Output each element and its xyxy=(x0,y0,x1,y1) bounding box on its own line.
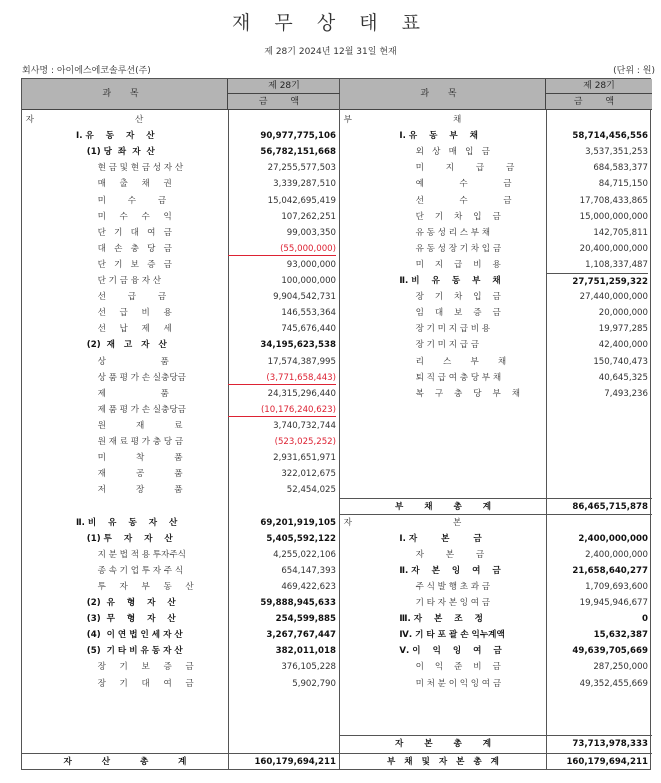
account-name: 종 속 기 업 투 자 주 식 xyxy=(97,565,184,576)
account-name: 유 동 성 리 스 부 채 xyxy=(415,227,491,238)
account-amount: 684,583,377 xyxy=(593,163,648,174)
account-amount: 2,400,000,000 xyxy=(585,549,648,560)
account-name: Ⅱ. 비 유 동 부 채 xyxy=(399,276,501,286)
account-name: 재 공 품 xyxy=(97,469,183,480)
liability-row xyxy=(340,531,652,547)
account-name: 단 기 차 입 금 xyxy=(415,211,501,222)
account-amount: 146,553,364 xyxy=(281,308,336,319)
account-name: Ⅳ. 기 타 포 괄 손 익누계액 xyxy=(399,630,505,641)
account-amount: 3,339,287,510 xyxy=(273,179,336,190)
account-amount: (55,000,000) xyxy=(228,241,336,256)
asset-row xyxy=(22,128,339,144)
account-amount: 49,639,705,669 xyxy=(572,646,648,657)
account-amount: 142,705,811 xyxy=(593,227,648,238)
liability-row xyxy=(340,547,652,563)
liability-row xyxy=(340,305,652,321)
liability-row xyxy=(340,354,652,370)
balance-sheet-table xyxy=(21,78,651,770)
account-name: (1) 당 좌 자 산 xyxy=(86,147,155,158)
account-amount: 745,676,440 xyxy=(281,324,336,335)
account-amount: 90,977,775,106 xyxy=(260,131,336,142)
liability-row xyxy=(340,321,652,337)
account-amount: 69,201,919,105 xyxy=(260,517,336,528)
account-amount: 52,454,025 xyxy=(286,485,336,496)
account-name: 장 기 보 증 금 xyxy=(97,662,194,673)
company-name: 회사명 : 아이에스에코솔루션(주) xyxy=(22,66,151,76)
asset-row xyxy=(22,193,339,209)
asset-row xyxy=(22,354,339,370)
asset-total-label: 자 산 총 계 xyxy=(63,757,187,767)
account-name: 저 장 품 xyxy=(97,485,183,496)
account-amount: 42,400,000 xyxy=(598,340,648,351)
asset-row xyxy=(22,482,339,498)
account-amount: 15,042,695,419 xyxy=(267,195,336,206)
account-amount: 1,709,693,600 xyxy=(585,581,648,592)
account-name: (3) 무 형 자 산 xyxy=(86,614,176,625)
liability-row xyxy=(340,386,652,402)
account-name: 자 산 xyxy=(25,115,144,125)
account-amount: (523,025,252) xyxy=(274,437,336,447)
period-header-right: 제 28기 xyxy=(546,79,652,94)
account-amount: 20,400,000,000 xyxy=(579,243,648,254)
liability-row xyxy=(340,498,652,515)
account-name: 외 상 매 입 금 xyxy=(415,147,490,158)
account-name: 부 채 총 계 xyxy=(394,502,492,513)
account-amount: 3,267,767,447 xyxy=(266,630,336,641)
currency-unit: (단위 : 원) xyxy=(613,66,655,76)
asset-row xyxy=(22,418,339,434)
asset-row xyxy=(22,209,339,225)
account-name: 미 처 분 이 익 잉 여 금 xyxy=(415,678,502,689)
asset-row xyxy=(22,547,339,563)
account-name: 선 급 비 용 xyxy=(97,308,172,319)
account-name: 현 금 및 현 금 성 자 산 xyxy=(97,163,184,174)
asset-row xyxy=(22,370,339,386)
account-amount: 2,400,000,000 xyxy=(578,533,648,544)
account-amount: 107,262,251 xyxy=(281,211,336,222)
asset-row xyxy=(22,498,339,514)
account-amount: 15,000,000,000 xyxy=(579,211,648,222)
account-name: 기 타 자 본 잉 여 금 xyxy=(415,598,491,608)
liability-row xyxy=(340,627,652,643)
amount-header-right: 금 액 xyxy=(573,97,625,107)
account-amount: 150,740,473 xyxy=(593,356,648,367)
asset-row xyxy=(22,402,339,418)
account-name: (5) 기 타 비 유 동 자 산 xyxy=(86,646,183,657)
account-name: (4) 이 연 법 인 세 자 산 xyxy=(86,630,183,641)
liability-row xyxy=(340,482,652,498)
liability-row xyxy=(340,112,652,128)
account-name: 선 수 금 xyxy=(415,195,512,206)
equity-total-value: 73,713,978,333 xyxy=(572,739,648,749)
liabilities-equity-section xyxy=(340,79,652,769)
liability-row xyxy=(340,676,652,692)
statement-title: 재 무 상 태 표 xyxy=(232,12,429,34)
asset-row xyxy=(22,257,339,273)
account-name: 부 채 xyxy=(343,115,462,125)
account-name: 미 수 금 xyxy=(97,195,167,206)
liability-row xyxy=(340,289,652,305)
asset-row xyxy=(22,611,339,627)
account-header: 과 목 xyxy=(22,79,228,110)
liability-row xyxy=(340,563,652,579)
account-amount: 3,740,732,744 xyxy=(273,420,336,431)
account-name: Ⅴ. 이 익 잉 여 금 xyxy=(399,646,502,657)
liability-row xyxy=(340,241,652,257)
equity-total-label: 자 본 총 계 xyxy=(394,739,492,749)
account-name: 퇴 직 급 여 충 당 부 채 xyxy=(415,372,502,383)
account-amount: 84,715,150 xyxy=(598,179,648,190)
liab-equity-total-label: 부 채 및 자 본 총 계 xyxy=(387,757,499,767)
liability-row xyxy=(340,418,652,434)
liability-row xyxy=(340,225,652,241)
liability-row xyxy=(340,193,652,209)
asset-row xyxy=(22,289,339,305)
statement-period: 제 28기 2024년 12월 31일 현재 xyxy=(264,47,397,57)
account-amount: 49,352,455,669 xyxy=(579,678,648,689)
asset-row xyxy=(22,337,339,353)
account-amount: 254,599,885 xyxy=(275,614,336,625)
asset-total-value: 160,179,694,211 xyxy=(254,757,336,767)
liab-equity-total-row xyxy=(340,754,652,771)
account-amount: 9,904,542,731 xyxy=(273,292,336,303)
asset-row xyxy=(22,273,339,289)
asset-row xyxy=(22,225,339,241)
account-name: 단 기 금 융 자 산 xyxy=(97,276,162,286)
liability-row xyxy=(340,595,652,611)
asset-row xyxy=(22,112,339,128)
account-name: 원 재 료 xyxy=(97,420,183,431)
liab-equity-total-value: 160,179,694,211 xyxy=(566,757,648,767)
account-amount: (10,176,240,623) xyxy=(228,402,336,417)
account-name: 장 기 차 입 금 xyxy=(415,292,501,303)
equity-total-row xyxy=(340,736,652,753)
amount-header: 금 액 xyxy=(258,97,310,107)
liability-row xyxy=(340,402,652,418)
liability-row xyxy=(340,257,652,273)
account-name: 제 품 xyxy=(97,388,169,399)
liability-row xyxy=(340,128,652,144)
account-name: 상 품 평 가 손 실충당금 xyxy=(97,372,186,383)
liability-row xyxy=(340,209,652,225)
account-name: 장 기 미 지 급 비 용 xyxy=(415,324,491,335)
asset-row xyxy=(22,643,339,659)
liability-row xyxy=(340,611,652,627)
asset-row xyxy=(22,659,339,675)
asset-row xyxy=(22,563,339,579)
liability-row xyxy=(340,659,652,675)
account-amount: 58,714,456,556 xyxy=(572,131,648,142)
account-amount: 3,537,351,253 xyxy=(585,147,648,158)
account-amount: 469,422,623 xyxy=(281,581,336,592)
account-amount: 20,000,000 xyxy=(598,308,648,319)
account-name: 단 기 대 여 금 xyxy=(97,227,172,238)
account-name: 예 수 금 xyxy=(415,179,512,190)
account-amount: 4,255,022,106 xyxy=(273,549,336,560)
account-amount: 0 xyxy=(642,614,648,625)
assets-header xyxy=(22,79,339,110)
account-amount: 654,147,393 xyxy=(281,565,336,576)
account-name: 복 구 충 당 부 채 xyxy=(415,388,521,399)
asset-row xyxy=(22,676,339,692)
account-amount: 322,012,675 xyxy=(281,469,336,480)
account-name: 단 기 보 증 금 xyxy=(97,259,172,270)
account-name: (2) 유 형 자 산 xyxy=(86,598,176,608)
account-name: (1) 투 자 자 산 xyxy=(86,533,173,544)
account-name: Ⅰ. 유 동 자 산 xyxy=(76,131,155,142)
account-amount: 19,945,946,677 xyxy=(579,598,648,608)
asset-row xyxy=(22,144,339,160)
asset-row xyxy=(22,305,339,321)
account-name: 투 자 부 동 산 xyxy=(97,581,194,592)
account-name: 주 식 발 행 초 과 금 xyxy=(415,581,491,592)
account-amount: 5,902,790 xyxy=(292,678,336,689)
liability-row xyxy=(340,466,652,482)
account-name: 선 급 금 xyxy=(97,292,167,303)
asset-row xyxy=(22,450,339,466)
asset-row xyxy=(22,241,339,257)
account-header-right: 과 목 xyxy=(340,79,546,110)
account-name: 매 출 채 권 xyxy=(97,179,172,190)
account-name: 리 스 부 채 xyxy=(415,356,507,367)
account-name: 임 대 보 증 금 xyxy=(415,308,501,319)
account-amount: 27,751,259,322 xyxy=(546,273,648,290)
account-amount: 40,645,325 xyxy=(598,372,648,383)
account-name: 미 수 수 익 xyxy=(97,211,172,222)
account-amount: 24,315,296,440 xyxy=(267,388,336,399)
account-name: 대 손 충 당 금 xyxy=(97,243,172,254)
liability-row xyxy=(340,160,652,176)
account-name: 선 납 제 세 xyxy=(97,324,172,335)
account-amount: 5,405,592,122 xyxy=(266,533,336,544)
account-amount: 93,000,000 xyxy=(286,259,336,270)
account-name: (2) 재 고 자 산 xyxy=(86,340,167,351)
liability-row xyxy=(340,515,652,531)
account-amount: 287,250,000 xyxy=(593,662,648,673)
liability-row xyxy=(340,144,652,160)
account-name: 지 분 법 적 용 투자주식 xyxy=(97,549,186,560)
account-amount: 27,440,000,000 xyxy=(579,292,648,303)
account-amount: 1,108,337,487 xyxy=(585,259,648,270)
account-amount: 100,000,000 xyxy=(281,276,336,286)
liability-row xyxy=(340,337,652,353)
account-name: Ⅲ. 자 본 조 정 xyxy=(399,614,483,625)
asset-row xyxy=(22,434,339,450)
period-header: 제 28기 xyxy=(228,79,340,94)
asset-row xyxy=(22,176,339,192)
account-amount: 2,931,651,971 xyxy=(273,453,336,464)
account-name: Ⅱ. 자 본 잉 여 금 xyxy=(399,565,501,576)
asset-total-row xyxy=(22,754,339,771)
account-name: Ⅰ. 유 동 부 채 xyxy=(399,131,478,142)
account-amount: 376,105,228 xyxy=(281,662,336,673)
account-name: 제 품 평 가 손 실충당금 xyxy=(97,404,186,415)
account-amount: 15,632,387 xyxy=(593,630,648,641)
account-amount: 34,195,623,538 xyxy=(260,340,336,351)
account-amount: 86,465,715,878 xyxy=(572,502,648,513)
liability-row xyxy=(340,273,652,289)
account-amount: 7,493,236 xyxy=(604,388,648,399)
account-name: 상 품 xyxy=(97,356,169,367)
account-name: Ⅱ. 비 유 동 자 산 xyxy=(76,517,178,528)
asset-row xyxy=(22,531,339,547)
account-name: 유 동 성 장 기 차 입 금 xyxy=(415,243,502,254)
account-amount: 99,003,350 xyxy=(286,227,336,238)
assets-section xyxy=(22,79,340,769)
asset-row xyxy=(22,160,339,176)
asset-row xyxy=(22,466,339,482)
account-name: 자 본 금 xyxy=(415,549,485,560)
liability-row xyxy=(340,370,652,386)
account-amount: 56,782,151,668 xyxy=(260,147,336,158)
account-name: 장 기 대 여 금 xyxy=(97,678,194,689)
account-name: 장 기 미 지 급 금 xyxy=(415,340,480,351)
account-amount: 17,574,387,995 xyxy=(267,356,336,367)
asset-row xyxy=(22,579,339,595)
asset-row xyxy=(22,321,339,337)
account-amount: 382,011,018 xyxy=(275,646,336,657)
account-name: 이 익 준 비 금 xyxy=(415,662,501,673)
asset-row xyxy=(22,627,339,643)
account-amount: 17,708,433,865 xyxy=(579,195,648,206)
account-name: 원 재 료 평 가 충 당 금 xyxy=(97,437,184,447)
liability-row xyxy=(340,176,652,192)
asset-row xyxy=(22,595,339,611)
account-amount: 19,977,285 xyxy=(598,324,648,335)
account-amount: 27,255,577,503 xyxy=(267,163,336,174)
account-amount: 59,888,945,633 xyxy=(260,598,336,608)
liabilities-header xyxy=(340,79,652,110)
account-name: 미 지 급 비 용 xyxy=(415,259,501,270)
account-amount: (3,771,658,443) xyxy=(228,370,336,385)
liability-row xyxy=(340,643,652,659)
account-name: Ⅰ. 자 본 금 xyxy=(399,533,482,544)
account-name: 미 착 품 xyxy=(97,453,183,464)
asset-row xyxy=(22,515,339,531)
account-name: 미 지 급 금 xyxy=(415,163,515,174)
liability-row xyxy=(340,434,652,450)
account-name: 자 본 xyxy=(343,517,462,528)
liability-row xyxy=(340,579,652,595)
asset-row xyxy=(22,386,339,402)
account-amount: 21,658,640,277 xyxy=(572,565,648,576)
liability-row xyxy=(340,450,652,466)
